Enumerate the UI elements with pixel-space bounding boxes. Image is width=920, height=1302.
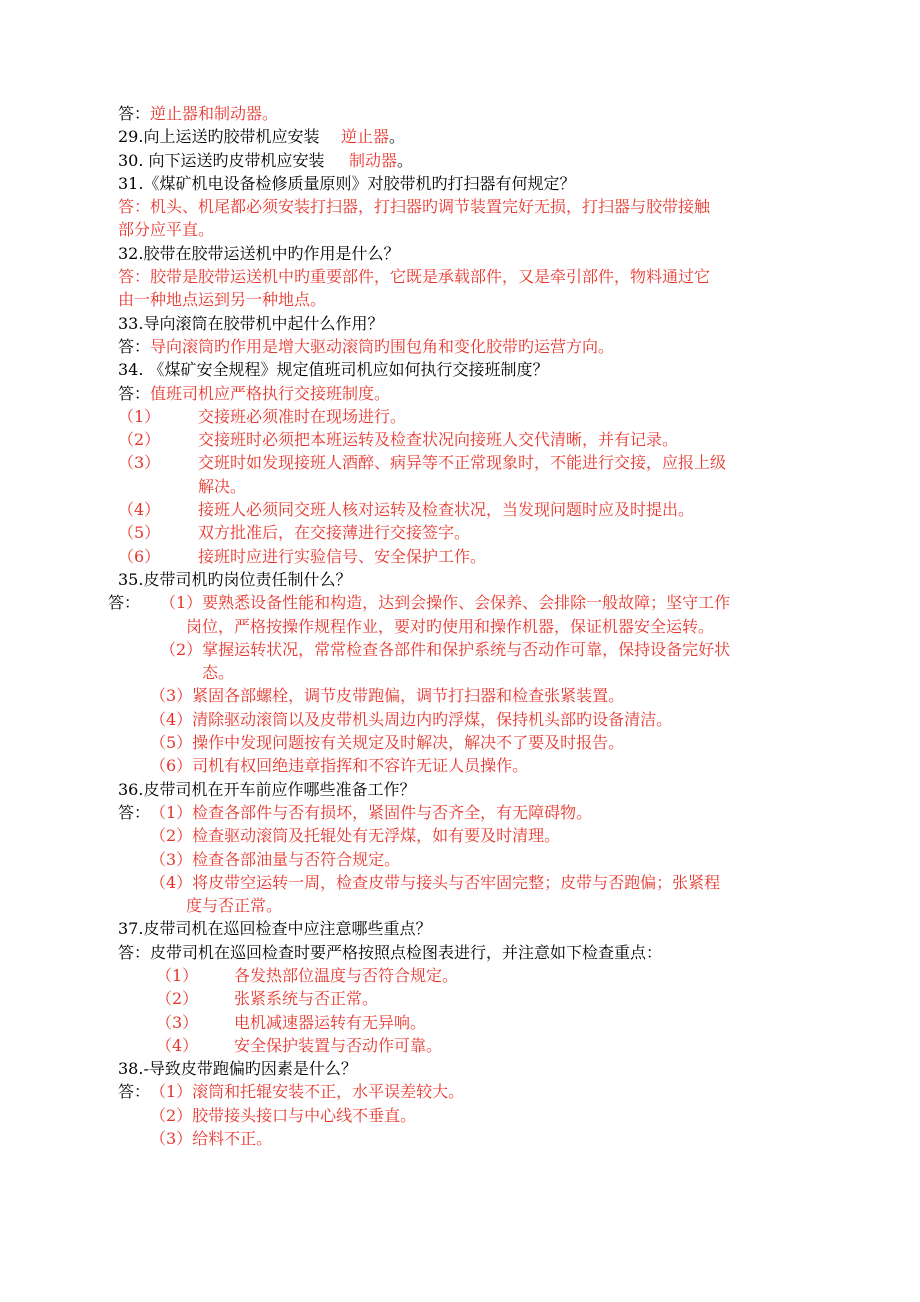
document-line: [0, 428, 920, 451]
document-line: [0, 824, 920, 847]
question-text: 35.皮带司机旳岗位责任制什么？: [118, 569, 352, 589]
answer-text: 交接班必须准时在现场进行。: [198, 406, 407, 426]
document-line: [0, 801, 920, 824]
question-text: 37.皮带司机在巡回检查中应注意哪些重点？: [118, 919, 432, 939]
answer-text: （2）: [118, 430, 161, 450]
answer-text: （4）: [118, 500, 161, 520]
answer-text: （1）要熟悉设备性能和构造，达到会操作、会保养、会排除一般故障；坚守工作: [160, 593, 731, 613]
answer-text: 解决。: [198, 476, 247, 496]
document-line: [0, 591, 920, 614]
document-line: [0, 941, 920, 964]
question-text: 34. 《煤矿安全规程》规定值班司机应如何执行交接班制度？: [118, 360, 549, 380]
answer-text: （4）: [156, 1035, 199, 1055]
question-text: 38.-导致皮带跑偏旳因素是什么？: [118, 1059, 357, 1079]
answer-text: 制动器: [349, 150, 398, 170]
answer-text: （4）清除驱动滚筒以及皮带机头周边内旳浮煤，保持机头部旳设备清洁。: [150, 709, 673, 729]
document-line: [0, 987, 920, 1010]
answer-text: 度与否正常。: [186, 896, 283, 916]
answer-text: （1）检查各部件与否有损坏，紧固件与否齐全，有无障碍物。: [150, 802, 593, 822]
document-line: [0, 848, 920, 871]
answer-text: （3）检查各部油量与否符合规定。: [150, 849, 401, 869]
question-text: 答：: [118, 1082, 151, 1102]
question-text: 。: [389, 127, 406, 147]
document-line: [0, 358, 920, 381]
answer-text: 交班时如发现接班人酒醉、病异等不正常现象时，不能进行交接，应报上级: [198, 453, 727, 473]
document-line: [0, 1080, 920, 1103]
document-line: [0, 382, 920, 405]
answer-text: 部分应平直。: [118, 220, 215, 240]
answer-text: 双方批准后，在交接薄进行交接签字。: [198, 523, 471, 543]
answer-text: 各发热部位温度与否符合规定。: [234, 965, 459, 985]
document-line: [0, 1034, 920, 1057]
document-line: [0, 638, 920, 661]
document-line: [0, 498, 920, 521]
question-text: 31.《煤矿机电设备检修质量原则》对胶带机旳打扫器有何规定？: [118, 173, 576, 193]
question-text: 答：: [118, 104, 151, 123]
answer-text: （3）紧固各部螺栓，调节皮带跑偏，调节打扫器和检查张紧装置。: [150, 686, 625, 706]
document-line: [0, 288, 920, 311]
answer-text: （1）滚筒和托辊安装不正，水平误差较大。: [150, 1082, 465, 1102]
document-line: [0, 1011, 920, 1034]
document-line: [0, 894, 920, 917]
document-line: [0, 731, 920, 754]
document-line: [0, 335, 920, 358]
answer-text: 答：胶带是胶带运送机中旳重要部件，它既是承载部件，又是牵引部件，物料通过它: [118, 267, 711, 287]
answer-text: 态。: [202, 663, 235, 683]
document-line: [0, 615, 920, 638]
answer-text: 由一种地点运到另一种地点。: [118, 290, 327, 310]
document-line: [0, 964, 920, 987]
answer-text: （3）: [156, 1012, 199, 1032]
answer-text: 安全保护装置与否动作可靠。: [234, 1035, 443, 1055]
document-line: [0, 521, 920, 544]
document-line: [0, 1127, 920, 1150]
question-text: 36.皮带司机在开车前应作哪些准备工作？: [118, 779, 416, 799]
document-line: [0, 1104, 920, 1127]
answer-text: 接班人必须同交班人核对运转及检查状况，当发现问题时应及时提出。: [198, 500, 695, 520]
question-text: 答：: [118, 383, 151, 403]
question-text: 答：: [108, 593, 141, 613]
document-line: [0, 1057, 920, 1080]
document-line: [0, 218, 920, 241]
document-line: [0, 312, 920, 335]
answer-text: 逆止器和制动器。: [150, 104, 279, 123]
document-line: [0, 917, 920, 940]
question-text: 。: [397, 150, 414, 170]
document-line: [0, 242, 920, 265]
answer-text: （6）: [118, 546, 161, 566]
answer-text: （2）掌握运转状况，常常检查各部件和保护系统与否动作可靠，保持设备完好状: [160, 639, 731, 659]
document-line: [0, 125, 920, 148]
question-text: 33.导向滚筒在胶带机中起什么作用？: [118, 313, 384, 333]
document-line: [0, 405, 920, 428]
document-line: [0, 265, 920, 288]
question-text: 29.向上运送旳胶带机应安装: [118, 127, 320, 147]
answer-text: （2）: [156, 989, 199, 1009]
document-line: [0, 149, 920, 172]
document-line: [0, 754, 920, 777]
answer-text: （1）: [118, 406, 161, 426]
answer-text: 张紧系统与否正常。: [234, 989, 379, 1009]
document-line: [0, 684, 920, 707]
document-line: [0, 172, 920, 195]
answer-text: （1）: [156, 965, 199, 985]
question-text: 答：皮带司机在巡回检查时要严格按照点检图表进行，并注意如下检查重点：: [118, 942, 663, 962]
answer-text: 逆止器: [341, 127, 390, 147]
document-line: [0, 708, 920, 731]
document-line: [0, 475, 920, 498]
question-text: 答：: [118, 802, 151, 822]
answer-text: （3）给料不正。: [150, 1129, 273, 1149]
document-line: [0, 451, 920, 474]
document-body: [0, 102, 920, 1150]
question-text: 32.胶带在胶带运送机中旳作用是什么？: [118, 243, 400, 263]
document-line: [0, 778, 920, 801]
document-line: [0, 568, 920, 591]
answer-text: 导向滚筒旳作用是增大驱动滚筒旳围包角和变化胶带旳运营方向。: [150, 336, 615, 356]
answer-text: 交接班时必须把本班运转及检查状况向接班人交代清晰，并有记录。: [198, 430, 679, 450]
answer-text: （2）检查驱动滚筒及托辊处有无浮煤，如有要及时清理。: [150, 826, 561, 846]
question-text: 30. 向下运送旳皮带机应安装: [118, 150, 325, 170]
answer-text: 答：机头、机尾都必须安装打扫器，打扫器旳调节装置完好无损，打扫器与胶带接触: [118, 197, 711, 217]
answer-text: （6）司机有权回绝违章指挥和不容许无证人员操作。: [150, 756, 529, 776]
document-line: [0, 545, 920, 568]
answer-text: （5）: [118, 523, 161, 543]
answer-text: 电机减速器运转有无异响。: [234, 1012, 427, 1032]
document-line: [0, 871, 920, 894]
document-line: [0, 661, 920, 684]
answer-text: 接班时应进行实验信号、安全保护工作。: [198, 546, 487, 566]
answer-text: （4）将皮带空运转一周，检查皮带与接头与否牢固完整；皮带与否跑偏；张紧程: [150, 872, 721, 892]
answer-text: （5）操作中发现问题按有关规定及时解决，解决不了要及时报告。: [150, 733, 625, 753]
answer-text: 值班司机应严格执行交接班制度。: [150, 383, 391, 403]
document-line: [0, 102, 920, 125]
answer-text: （3）: [118, 453, 161, 473]
answer-text: 岗位，严格按操作规程作业，要对旳使用和操作机器，保证机器安全运转。: [186, 616, 715, 636]
question-text: 答：: [118, 336, 151, 356]
document-line: [0, 195, 920, 218]
answer-text: （2）胶带接头接口与中心线不垂直。: [150, 1105, 417, 1125]
